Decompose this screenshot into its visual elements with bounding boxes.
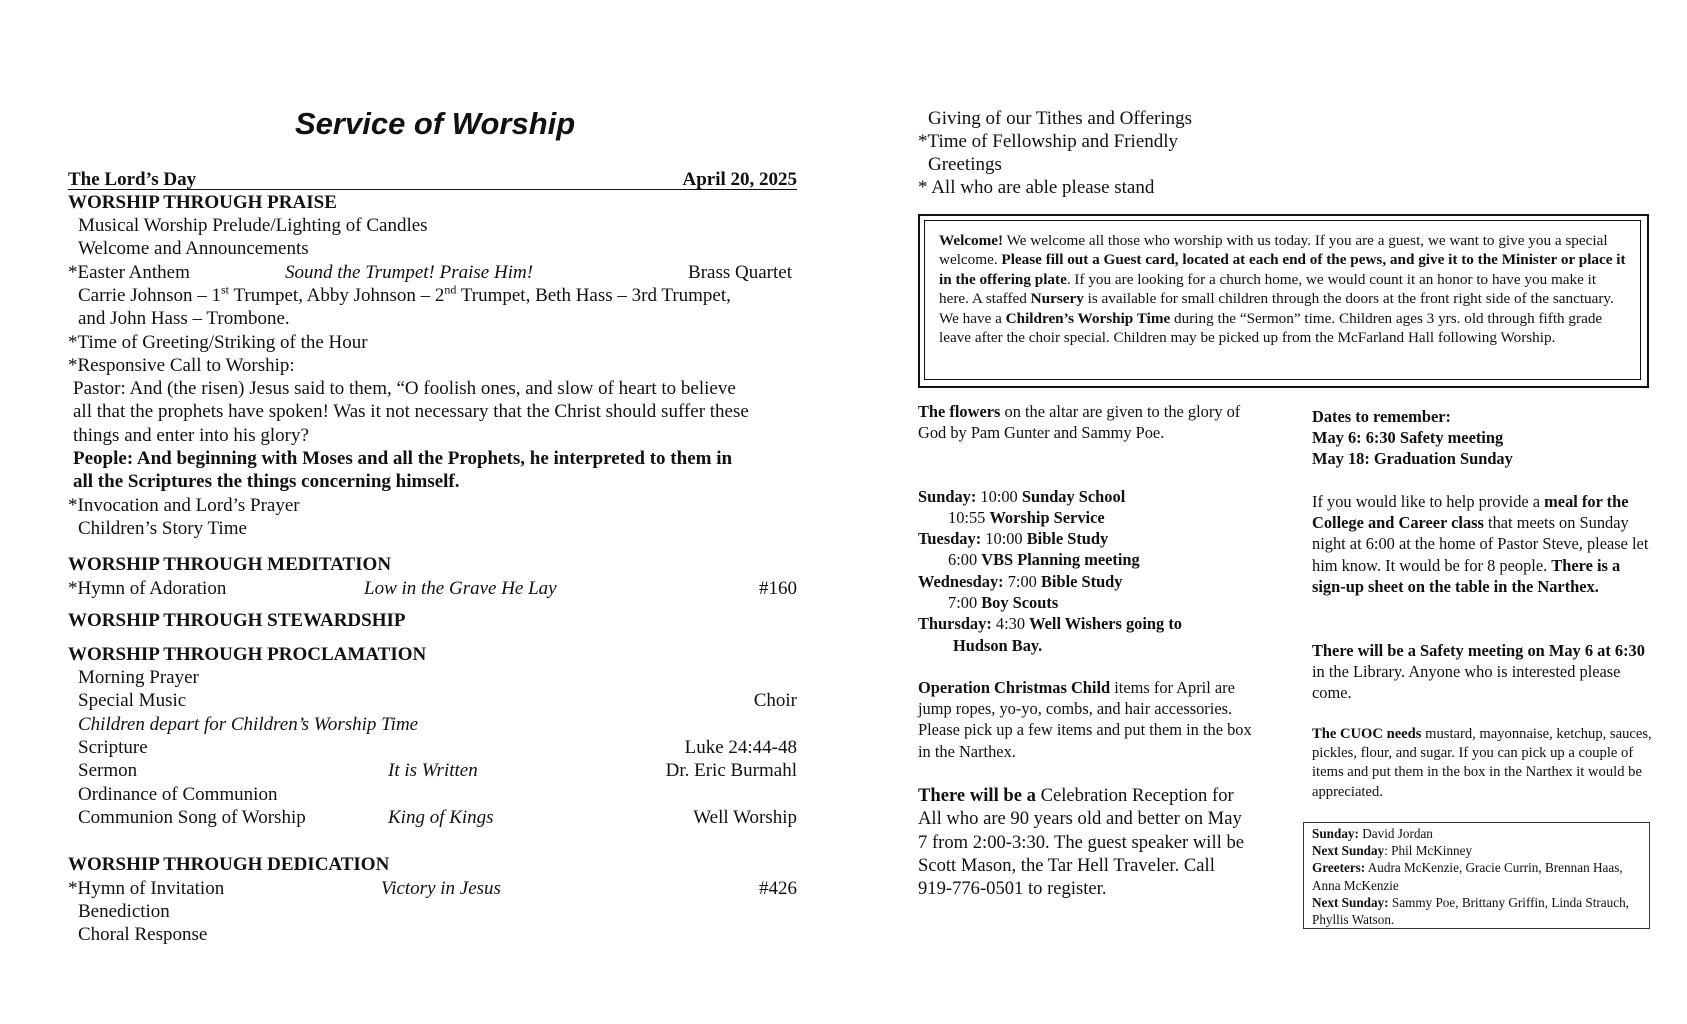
- section-heading-proclamation: WORSHIP THROUGH PROCLAMATION: [68, 644, 427, 665]
- sermon-title: It is Written: [388, 760, 478, 781]
- pastor-line-2: all that the prophets have spoken! Was it not necessary that the Christ should suffer these: [73, 401, 749, 422]
- fellowship-item-line-2: Greetings: [928, 154, 1002, 175]
- reception-note: There will be a Celebration Reception for All who are 90 years old and better on May 7 from 2:00-3:30. The guest speaker will be Scott Mason, the Tar Hell Traveler. Call 919-776-0501 to register.: [918, 785, 1245, 900]
- volunteer-line-1: Sunday: David Jordan: [1312, 826, 1433, 841]
- anthem-performer: Brass Quartet: [688, 262, 792, 283]
- lords-day-label: The Lord’s Day: [68, 169, 197, 190]
- anthem-title: Sound the Trumpet! Praise Him!: [285, 262, 534, 283]
- schedule-thursday-1: Thursday: 4:30 Well Wishers going to: [918, 614, 1182, 633]
- schedule-sunday-2: 10:55 Worship Service: [948, 508, 1105, 527]
- schedule-thursday-2: Hudson Bay.: [953, 636, 1043, 655]
- greeting-item: *Time of Greeting/Striking of the Hour: [68, 332, 368, 353]
- header-rule: [68, 189, 797, 190]
- date-item-1: May 6: 6:30 Safety meeting: [1312, 428, 1504, 447]
- scripture-item: Scripture: [78, 737, 148, 758]
- welcome-item: Welcome and Announcements: [78, 238, 309, 259]
- invocation-item: *Invocation and Lord’s Prayer: [68, 495, 300, 516]
- flowers-note: The flowers on the altar are given to the glory of God by Pam Gunter and Sammy Poe.: [918, 402, 1241, 443]
- date-item-2: May 18: Graduation Sunday: [1312, 449, 1513, 468]
- schedule-tuesday-2: 6:00 VBS Planning meeting: [948, 550, 1140, 569]
- hymn-adoration-label: *Hymn of Adoration: [68, 578, 227, 599]
- section-heading-praise: WORSHIP THROUGH PRAISE: [68, 192, 337, 213]
- meal-note: If you would like to help provide a meal for the College and Career class that meets on Sunday night at 6:00 at the home of Pastor Steve, please let him know. It would be for 8 people. There is a sign-up sheet on the table in the Narthex.: [1312, 492, 1649, 596]
- benediction-item: Benediction: [78, 901, 170, 922]
- sermon-item: Sermon: [78, 760, 138, 781]
- volunteer-line-2: Next Sunday: Phil McKinney: [1312, 843, 1473, 859]
- pastor-line-3: things and enter into his glory?: [73, 425, 309, 446]
- schedule-tuesday-1: Tuesday: 10:00 Bible Study: [918, 529, 1109, 548]
- hymn-invitation-number: #426: [759, 878, 797, 899]
- morning-prayer-item: Morning Prayer: [78, 667, 199, 688]
- anthem-label: *Easter Anthem: [68, 262, 190, 283]
- schedule-wednesday-1: Wednesday: 7:00 Bible Study: [918, 572, 1123, 591]
- section-heading-meditation: WORSHIP THROUGH MEDITATION: [68, 554, 392, 575]
- page-title: Service of Worship: [295, 106, 576, 141]
- schedule-sunday-1: Sunday: 10:00 Sunday School: [918, 487, 1126, 506]
- dates-heading: Dates to remember:: [1312, 407, 1451, 426]
- call-to-worship-item: *Responsive Call to Worship:: [68, 355, 295, 376]
- hymn-adoration-number: #160: [759, 578, 797, 599]
- sermon-preacher: Dr. Eric Burmahl: [665, 760, 797, 781]
- hymn-invitation-label: *Hymn of Invitation: [68, 878, 225, 899]
- welcome-text: Welcome! We welcome all those who worship with us today. If you are a guest, we want to give you a special welcome. Please fill out a Guest card, located at each end of the pews, and give it to the Minister or place it in the offering plate. If you are looking for a church home, we would count it an honor to have you make it here. A staffed Nursery is available for small children through the doors at the front right side of the sanctuary. We have a Children’s Worship Time during the “Sermon” time. Children ages 3 yrs. old through fifth grade leave after the choir special. Children may be picked up from the McFarland Hall following Worship.: [939, 232, 1626, 347]
- childrens-story-item: Children’s Story Time: [78, 518, 247, 539]
- communion-song-by: Well Worship: [693, 807, 797, 828]
- special-music-item: Special Music: [78, 690, 187, 711]
- volunteer-line-4: Next Sunday: Sammy Poe, Brittany Griffin, Linda Strauch, Phyllis Watson.: [1312, 894, 1629, 928]
- players-line-1: Carrie Johnson – 1st Trumpet, Abby Johnson – 2nd Trumpet, Beth Hass – 3rd Trumpet,: [78, 282, 731, 306]
- communion-item: Ordinance of Communion: [78, 784, 278, 805]
- volunteer-line-3: Greeters: Audra McKenzie, Gracie Currin, Brennan Haas, Anna McKenzie: [1312, 860, 1623, 893]
- people-line-2: all the Scriptures the things concerning himself.: [73, 471, 460, 492]
- special-music-by: Choir: [753, 690, 797, 711]
- stand-note: * All who are able please stand: [918, 177, 1155, 198]
- scripture-reference: Luke 24:44-48: [684, 737, 797, 758]
- giving-item: Giving of our Tithes and Offerings: [928, 108, 1193, 129]
- fellowship-item-line-1: *Time of Fellowship and Friendly: [918, 131, 1179, 152]
- players-line-2: and John Hass – Trombone.: [78, 308, 290, 329]
- hymn-invitation-title: Victory in Jesus: [381, 878, 501, 899]
- safety-note: There will be a Safety meeting on May 6 at 6:30 in the Library. Anyone who is interested please come.: [1312, 641, 1645, 703]
- prelude-item: Musical Worship Prelude/Lighting of Candles: [78, 215, 428, 236]
- volunteers-text: [1312, 825, 1645, 928]
- schedule-wednesday-2: 7:00 Boy Scouts: [948, 593, 1059, 612]
- section-heading-stewardship: WORSHIP THROUGH STEWARDSHIP: [68, 610, 406, 631]
- hymn-adoration-title: Low in the Grave He Lay: [364, 578, 557, 599]
- choral-response-item: Choral Response: [78, 924, 208, 945]
- section-heading-dedication: WORSHIP THROUGH DEDICATION: [68, 854, 390, 875]
- children-depart-note: Children depart for Children’s Worship Time: [78, 714, 419, 735]
- people-line-1: People: And beginning with Moses and all the Prophets, he interpreted to them in: [73, 448, 733, 469]
- communion-song-title: King of Kings: [388, 807, 494, 828]
- cuoc-note: The CUOC needs mustard, mayonnaise, ketchup, sauces, pickles, flour, and sugar. If you can pick up a couple of items and put them in the box in the Narthex it would be appreciated.: [1312, 726, 1652, 800]
- communion-song-item: Communion Song of Worship: [78, 807, 306, 828]
- pastor-line-1: Pastor: And (the risen) Jesus said to them, “O foolish ones, and slow of heart to believe: [73, 378, 736, 399]
- occ-note: Operation Christmas Child items for April are jump ropes, yo-yo, combs, and hair accessories. Please pick up a few items and put them in the box in the Narthex.: [918, 678, 1252, 761]
- service-date: April 20, 2025: [682, 169, 797, 190]
